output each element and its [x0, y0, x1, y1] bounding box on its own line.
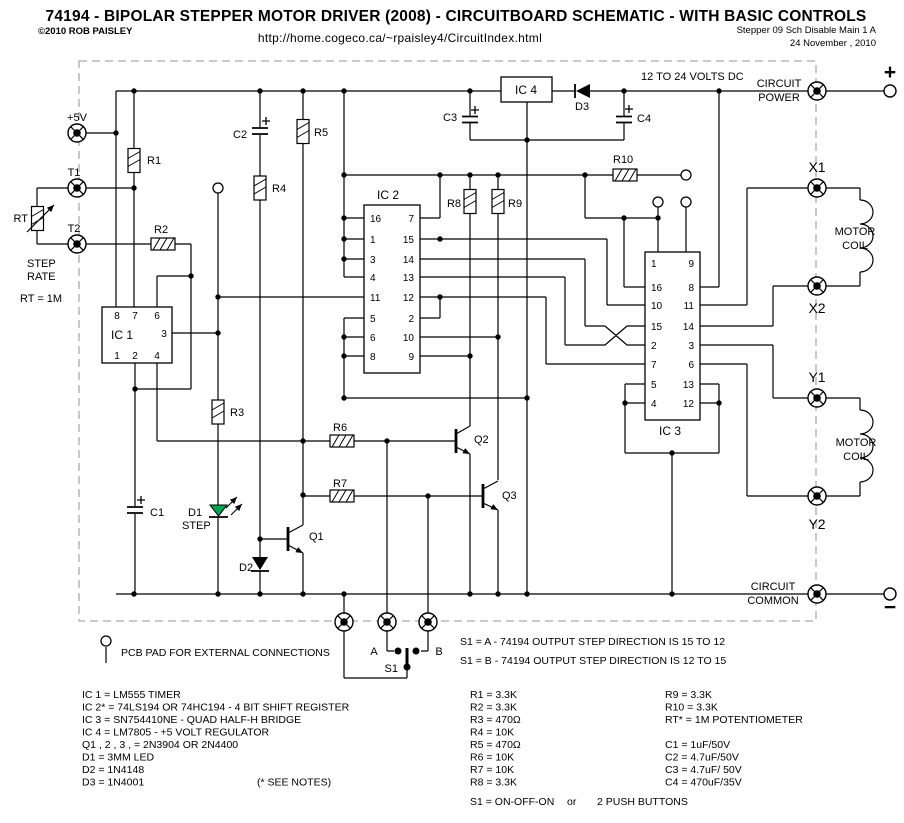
label-ic2: IC 2 — [377, 188, 400, 202]
ic3-pin-r3: 14 — [682, 322, 694, 333]
legend-c2: C2 = 4.7uF/50V — [665, 751, 739, 764]
label-volts: 12 TO 24 VOLTS DC — [641, 71, 744, 83]
pad-disable-b — [681, 197, 691, 207]
label-r6: R6 — [333, 422, 348, 434]
legend-r3: R3 = 470Ω — [470, 714, 521, 726]
potentiometer-rt — [32, 207, 44, 233]
pad-s1-b — [419, 613, 437, 631]
label-step-rate-1: STEP — [27, 258, 56, 270]
legend-s1-buttons: 2 PUSH BUTTONS — [597, 796, 688, 808]
ic2-pin-l2: 3 — [370, 255, 376, 266]
ic3-pin-r1: 8 — [688, 283, 694, 294]
legend-s1: S1 = ON-OFF-ON — [470, 796, 555, 808]
pad-circuit-power — [808, 82, 826, 100]
ic2-pin-r6: 10 — [402, 333, 414, 344]
ic2-pin-r0: 7 — [408, 214, 414, 225]
label-step-rate-2: RATE — [27, 271, 56, 283]
legend-r5: R5 = 470Ω — [470, 739, 521, 751]
pad-y1 — [808, 389, 826, 407]
resistor-r6 — [330, 435, 354, 447]
ic2-pin-r3: 13 — [402, 273, 414, 284]
label-coil-2: COIL — [843, 451, 869, 463]
ic1-pin-4: 4 — [154, 351, 160, 362]
resistor-r3 — [212, 400, 224, 426]
ref-line-2: 24 November , 2010 — [789, 38, 876, 49]
label-r3: R3 — [230, 407, 245, 419]
resistor-r9 — [492, 190, 504, 216]
resistor-r1 — [128, 149, 140, 175]
ic3-pin-l7: 4 — [651, 399, 657, 410]
label-r9: R9 — [508, 198, 523, 210]
label-r1: R1 — [147, 155, 162, 167]
ic1-pin-8: 8 — [114, 311, 120, 322]
label-x2: X2 — [808, 300, 826, 316]
legend-ic3: IC 3 = SN754410NE - QUAD HALF-H BRIDGE — [82, 714, 302, 726]
pad-t1 — [68, 179, 86, 197]
label-r2: R2 — [154, 224, 169, 236]
resistor-r10 — [613, 169, 637, 181]
label-circuit-power-2: POWER — [758, 92, 800, 104]
terminal-power — [884, 85, 896, 97]
legend-c3: C3 = 4.7uF/ 50V — [665, 764, 742, 776]
label-d3: D3 — [575, 101, 590, 113]
label-t1: T1 — [67, 167, 81, 179]
s1-direction-a: S1 = A - 74194 OUTPUT STEP DIRECTION IS 15 TO 12 — [460, 636, 726, 648]
resistor-r8 — [464, 190, 476, 216]
ic3-pin-l4: 2 — [651, 341, 657, 352]
label-q3: Q3 — [502, 490, 517, 502]
ic3-pin-l6: 5 — [651, 380, 657, 391]
ic3-pin-r2: 11 — [683, 301, 694, 312]
legend-c4: C4 = 470uF/35V — [665, 776, 742, 789]
terminal-minus: − — [883, 596, 897, 619]
ic3-pin-r5: 6 — [688, 360, 694, 371]
ic1-pin-1: 1 — [114, 351, 120, 362]
legend-c1: C1 = 1uF/50V — [665, 739, 731, 751]
label-t2: T2 — [67, 223, 81, 235]
label-ic3: IC 3 — [659, 424, 682, 438]
label-circuit-common-1: CIRCUIT — [750, 581, 796, 593]
resistor-r7 — [330, 490, 354, 502]
ic2-pin-l3: 4 — [370, 273, 376, 284]
ic1-pin-2: 2 — [132, 351, 138, 362]
page-title: 74194 - BIPOLAR STEPPER MOTOR DRIVER (2008) - CIRCUITBOARD SCHEMATIC - WITH BASIC CONTROLS — [45, 8, 867, 25]
label-motor-1: MOTOR — [834, 226, 876, 238]
legend-r7: R7 = 10K — [470, 764, 515, 776]
pad-note: PCB PAD FOR EXTERNAL CONNECTIONS — [121, 647, 330, 659]
ic3-pin-r4: 3 — [688, 341, 694, 352]
ic2-pin-l1: 1 — [370, 235, 376, 246]
pad-step-signal — [213, 183, 223, 193]
label-y1: Y1 — [808, 369, 826, 385]
pad-x2 — [808, 277, 826, 295]
label-r5: R5 — [314, 127, 329, 139]
pad-circuit-common — [808, 585, 826, 603]
ic3-pin-l2: 10 — [651, 301, 663, 312]
legend-ic2: IC 2* = 74LS194 OR 74HC194 - 4 BIT SHIFT REGISTER — [82, 701, 350, 714]
ic2-pin-r1: 15 — [402, 235, 414, 246]
ic2-pin-r5: 2 — [408, 314, 414, 325]
ic3-pin-r7: 12 — [682, 399, 694, 410]
ic2-pin-r2: 14 — [402, 255, 414, 266]
legend-ic4: IC 4 = LM7805 - +5 VOLT REGULATOR — [82, 726, 270, 739]
legend-ic1: IC 1 = LM555 TIMER — [82, 689, 181, 701]
label-c4: C4 — [637, 113, 652, 125]
label-r8: R8 — [446, 198, 461, 210]
pad-x1 — [808, 179, 826, 197]
pad-s1-a — [378, 613, 396, 631]
label-c2: C2 — [233, 129, 248, 141]
legend-rt: RT* = 1M POTENTIOMETER — [665, 714, 803, 726]
label-c3: C3 — [443, 112, 458, 124]
ic2-box — [364, 205, 420, 373]
ic3-pin-l1: 16 — [651, 283, 663, 294]
ic3-pin-r6: 13 — [682, 380, 694, 391]
label-coil-1: COIL — [842, 240, 868, 252]
legend-q: Q1 , 2 , 3 , = 2N3904 OR 2N4400 — [82, 739, 239, 751]
source-url: http://home.cogeco.ca/~rpaisley4/CircuitIndex.html — [257, 31, 543, 45]
label-circuit-power-1: CIRCUIT — [756, 78, 802, 90]
ic3-pin-l0: 1 — [651, 259, 657, 270]
terminal-plus: + — [883, 61, 897, 84]
label-d1-step: STEP — [182, 520, 211, 532]
ref-line-1: Stepper 09 Sch Disable Main 1 A — [736, 25, 876, 36]
legend-r8: R8 = 3.3K — [470, 776, 517, 789]
label-r10: R10 — [613, 154, 634, 166]
pad-t2 — [68, 235, 86, 253]
legend-pad-icon — [101, 636, 111, 646]
label-motor-2: MOTOR — [835, 437, 877, 449]
pad-disable-a — [653, 197, 663, 207]
label-5v: +5V — [67, 112, 87, 124]
legend-d1: D1 = 3MM LED — [82, 751, 155, 764]
s1-direction-b: S1 = B - 74194 OUTPUT STEP DIRECTION IS 12 TO 15 — [460, 655, 727, 667]
label-x1: X1 — [808, 159, 826, 175]
pad-r10-disable — [681, 170, 691, 180]
label-circuit-common-2: COMMON — [747, 595, 799, 607]
label-d1: D1 — [188, 507, 203, 519]
ic3-box — [645, 252, 700, 420]
resistor-r4 — [254, 176, 266, 202]
ic2-pin-l7: 8 — [370, 352, 376, 363]
label-d2: D2 — [239, 562, 254, 574]
label-q1: Q1 — [309, 531, 324, 543]
ic3-pin-r0: 9 — [688, 259, 694, 270]
ic2-pin-l4: 11 — [370, 293, 381, 304]
resistor-r5 — [297, 120, 309, 146]
legend-r9: R9 = 3.3K — [665, 689, 712, 701]
resistor-r2 — [151, 238, 175, 250]
label-s1-b: B — [435, 646, 443, 658]
legend-r1: R1 = 3.3K — [470, 689, 517, 701]
pad-5v — [68, 124, 86, 142]
legend-r6: R6 = 10K — [470, 751, 515, 764]
ic3-pin-l5: 7 — [651, 360, 657, 371]
ic2-pin-r7: 9 — [408, 352, 414, 363]
ic2-pin-r4: 12 — [402, 293, 414, 304]
pad-y2 — [808, 487, 826, 505]
ic2-pin-l5: 5 — [370, 314, 376, 325]
legend-s1-or: or — [567, 796, 577, 808]
label-rt-value: RT = 1M — [20, 293, 63, 305]
label-ic1: IC 1 — [111, 328, 134, 342]
label-s1: S1 — [384, 663, 398, 675]
legend-r2: R2 = 3.3K — [470, 701, 517, 714]
ic3-pin-l3: 15 — [651, 322, 663, 333]
label-y2: Y2 — [808, 516, 826, 532]
legend-r4: R4 = 10K — [470, 726, 515, 739]
label-c1: C1 — [150, 507, 165, 519]
label-q2: Q2 — [474, 434, 489, 446]
ic1-pin-7: 7 — [132, 311, 138, 322]
label-rt: RT — [13, 213, 28, 225]
legend-r10: R10 = 3.3K — [665, 701, 718, 714]
legend-d3: D3 = 1N4001 — [82, 776, 145, 789]
label-s1-a: A — [370, 646, 378, 658]
legend-d2: D2 = 1N4148 — [82, 764, 145, 776]
ic1-pin-3: 3 — [161, 329, 167, 340]
label-ic4: IC 4 — [514, 83, 538, 97]
label-r4: R4 — [272, 183, 287, 195]
pad-s1-common — [335, 613, 353, 631]
copyright: ©2010 ROB PAISLEY — [38, 26, 133, 37]
ic2-pin-l0: 16 — [370, 214, 382, 225]
ic1-pin-6: 6 — [154, 311, 160, 322]
ic2-pin-l6: 6 — [370, 333, 376, 344]
legend-see-notes: (* SEE NOTES) — [257, 776, 332, 789]
label-r7: R7 — [333, 478, 348, 490]
